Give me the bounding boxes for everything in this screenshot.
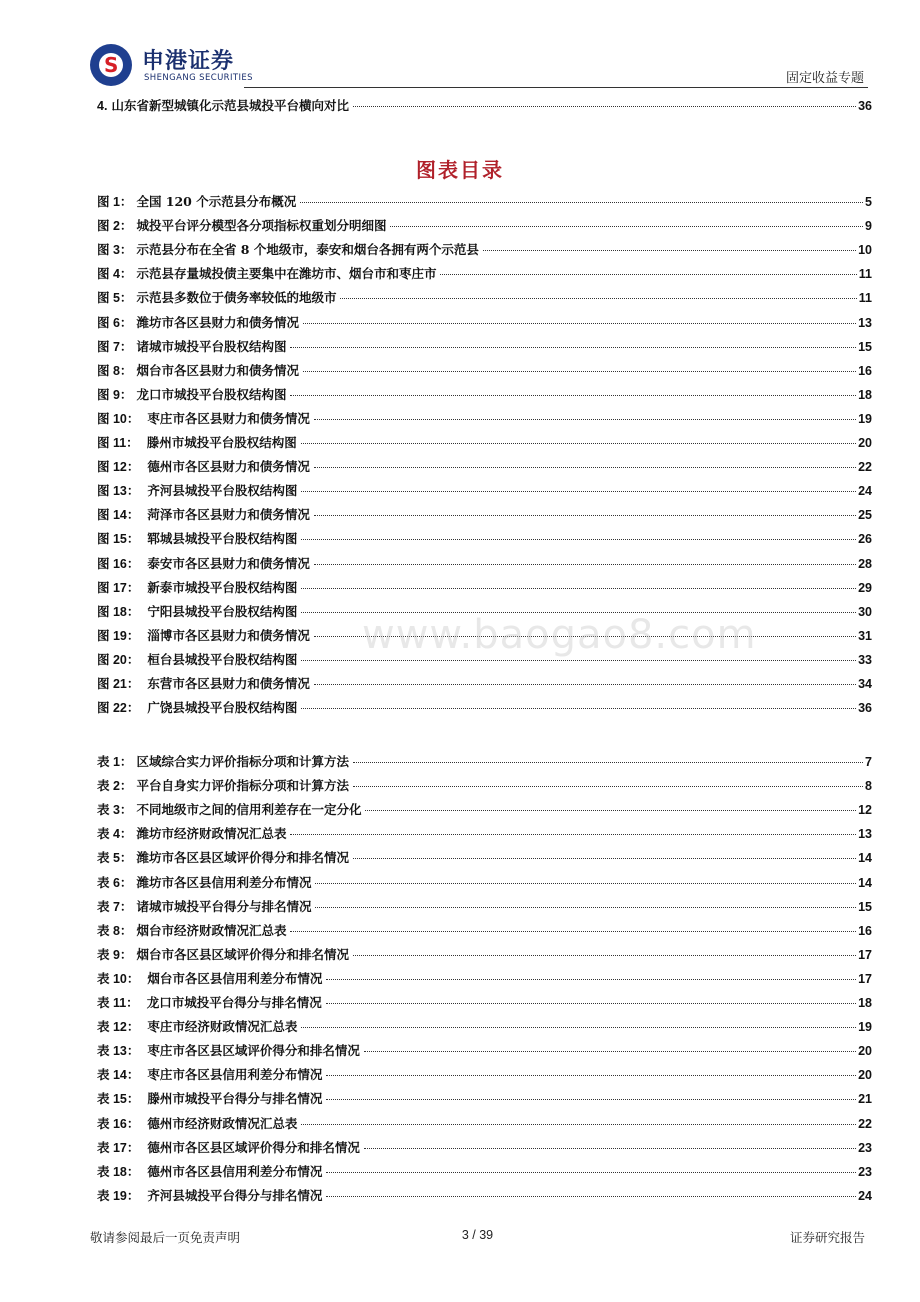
leader-dots xyxy=(314,564,856,565)
entry-label: 图 8： xyxy=(97,363,133,378)
entry-title: 龙口市城投平台股权结构图 xyxy=(136,386,287,402)
footer-report-type: 证券研究报告 xyxy=(789,1230,865,1245)
leader-dots xyxy=(314,467,856,468)
entry-page: 15 xyxy=(858,899,872,914)
figure-entry[interactable] xyxy=(97,313,872,333)
entry-title: 齐河县城投平台股权结构图 xyxy=(147,483,298,499)
entry-label: 表 9： xyxy=(97,947,133,962)
entry-page: 34 xyxy=(858,677,872,691)
entry-label: 图 20： xyxy=(97,652,140,667)
figure-entry[interactable] xyxy=(97,698,872,718)
entry-page: 20 xyxy=(858,1068,872,1083)
entry-label: 图 15： xyxy=(97,532,140,547)
entry-page: 14 xyxy=(858,875,872,890)
leader-dots xyxy=(290,395,856,396)
entry-page: 23 xyxy=(858,1140,872,1155)
figure-entry[interactable] xyxy=(97,674,872,694)
entry-label: 图 7： xyxy=(97,339,133,354)
entry-title: 桓台县城投平台股权结构图 xyxy=(147,651,298,667)
entry-page: 12 xyxy=(858,803,872,818)
entry-label: 图 13： xyxy=(97,484,140,499)
leader-dots xyxy=(440,274,856,275)
table-entry[interactable] xyxy=(97,969,872,989)
leader-dots xyxy=(326,1196,856,1197)
entry-page: 13 xyxy=(858,315,872,330)
figure-entry[interactable] xyxy=(97,337,872,357)
entry-title: 示范县多数位于债务率较低的地级市 xyxy=(136,290,337,306)
logo-chinese-name: 申港证券 xyxy=(142,49,235,74)
leader-dots xyxy=(326,1099,856,1100)
entry-label: 图 6： xyxy=(97,315,133,330)
entry-title: 东营市各区县财力和债务情况 xyxy=(147,676,310,691)
figure-entry[interactable] xyxy=(97,288,872,308)
entry-label: 表 2： xyxy=(97,779,133,794)
footer-page-number: 3 / 39 xyxy=(461,1228,494,1242)
entry-label: 图 10： xyxy=(97,411,140,426)
entry-page: 16 xyxy=(858,363,872,378)
entry-label: 表 1： xyxy=(97,755,133,769)
entry-label: 表 18： xyxy=(97,1164,140,1179)
entry-page: 17 xyxy=(858,971,872,986)
table-entry[interactable] xyxy=(97,945,872,965)
entry-page: 24 xyxy=(858,1188,872,1203)
figure-entry[interactable] xyxy=(97,433,872,453)
leader-dots xyxy=(301,1027,856,1028)
leader-dots xyxy=(340,298,856,299)
entry-title: 潍坊市各区县区域评价得分和排名情况 xyxy=(136,850,349,866)
figure-entry[interactable] xyxy=(97,192,872,212)
entry-label: 图 11： xyxy=(97,436,139,450)
entry-label: 图 19： xyxy=(97,628,140,643)
entry-title: 潍坊市经济财政情况汇总表 xyxy=(136,826,287,842)
entry-page: 14 xyxy=(858,851,872,866)
entry-title: 齐河县城投平台得分与排名情况 xyxy=(147,1187,323,1203)
entry-title: 全国 120 个示范县分布概况 xyxy=(136,194,297,209)
entry-label: 表 6： xyxy=(97,875,133,890)
leader-dots xyxy=(301,660,856,661)
entry-page: 30 xyxy=(858,604,872,619)
entry-page: 31 xyxy=(858,628,872,643)
entry-label: 表 12： xyxy=(97,1020,140,1035)
entry-label: 表 16： xyxy=(97,1116,140,1131)
watermark: www.baogao8.com xyxy=(362,612,757,658)
entry-label: 图 18： xyxy=(97,604,140,619)
entry-page: 29 xyxy=(858,580,872,595)
toc-entry-page: 36 xyxy=(858,99,872,113)
table-entry[interactable] xyxy=(97,897,872,917)
leader-dots xyxy=(326,1003,856,1004)
entry-title: 城投平台评分模型各分项指标权重划分明细图 xyxy=(136,218,387,234)
page-header xyxy=(88,40,868,96)
table-entry[interactable] xyxy=(97,1162,872,1182)
table-entry[interactable] xyxy=(97,1041,872,1061)
leader-dots xyxy=(314,684,856,685)
figure-entry[interactable] xyxy=(97,409,872,429)
entry-title: 诸城市城投平台股权结构图 xyxy=(136,338,287,354)
entry-page: 18 xyxy=(858,996,872,1010)
entry-page: 21 xyxy=(858,1092,872,1107)
leader-dots xyxy=(326,979,856,980)
figure-entry[interactable] xyxy=(97,529,872,549)
leader-dots xyxy=(301,588,856,589)
entry-title: 龙口市城投平台得分与排名情况 xyxy=(146,995,322,1010)
table-entry[interactable] xyxy=(97,776,872,796)
leader-dots xyxy=(353,858,856,859)
entry-title: 不同地级市之间的信用利差存在一定分化 xyxy=(136,802,362,818)
entry-page: 28 xyxy=(858,556,872,571)
entry-label: 表 15： xyxy=(97,1092,140,1107)
entry-page: 20 xyxy=(858,1044,872,1059)
entry-page: 8 xyxy=(865,779,872,794)
entry-page: 9 xyxy=(865,219,872,234)
entry-page: 22 xyxy=(858,460,872,475)
toc-leader-dots xyxy=(353,106,856,107)
entry-label: 图 5： xyxy=(97,291,133,306)
table-entry[interactable] xyxy=(97,1186,872,1206)
entry-page: 17 xyxy=(858,947,872,962)
company-logo xyxy=(88,40,328,90)
leader-dots xyxy=(301,539,856,540)
figure-entry[interactable] xyxy=(97,264,872,284)
leader-dots xyxy=(483,250,856,251)
entry-label: 表 10： xyxy=(97,971,140,986)
leader-dots xyxy=(314,419,856,420)
leader-dots xyxy=(326,1172,856,1173)
entry-label: 图 17： xyxy=(97,580,140,595)
leader-dots xyxy=(353,762,863,763)
table-entry[interactable] xyxy=(97,993,872,1013)
entry-label: 图 4： xyxy=(97,267,133,282)
entry-title: 烟台市各区县区域评价得分和排名情况 xyxy=(136,946,349,962)
entry-title: 潍坊市各区县财力和债务情况 xyxy=(136,314,299,330)
entry-page: 13 xyxy=(858,827,872,842)
leader-dots xyxy=(301,708,856,709)
entry-label: 图 22： xyxy=(97,701,140,716)
entry-title: 菏泽市各区县财力和债务情况 xyxy=(147,507,310,523)
entry-title: 德州市经济财政情况汇总表 xyxy=(147,1115,298,1131)
entry-page: 20 xyxy=(858,436,872,450)
leader-dots xyxy=(290,347,856,348)
entry-page: 23 xyxy=(858,1164,872,1179)
entry-title: 示范县存量城投债主要集中在潍坊市、烟台市和枣庄市 xyxy=(136,266,437,282)
table-entry[interactable] xyxy=(97,824,872,844)
entry-title: 淄博市各区县财力和债务情况 xyxy=(147,627,310,643)
entry-title: 诸城市城投平台得分与排名情况 xyxy=(136,898,312,914)
entry-label: 表 8： xyxy=(97,923,133,938)
entry-title: 枣庄市各区县财力和债务情况 xyxy=(147,410,310,426)
entry-label: 图 12： xyxy=(97,460,140,475)
entry-title: 宁阳县城投平台股权结构图 xyxy=(147,603,298,619)
leader-dots xyxy=(326,1075,856,1076)
logo-emblem-icon: S xyxy=(90,44,132,86)
entry-page: 16 xyxy=(858,923,872,938)
entry-label: 表 19： xyxy=(97,1188,140,1203)
entry-label: 图 9： xyxy=(97,387,133,402)
entry-label: 图 14： xyxy=(97,508,140,523)
section-title: 图表目录 xyxy=(416,158,504,182)
entry-page: 18 xyxy=(858,387,872,402)
entry-label: 表 4： xyxy=(97,827,133,842)
report-category: 固定收益专题 xyxy=(785,71,864,86)
table-entry[interactable] xyxy=(97,752,872,772)
entry-title: 潍坊市各区县信用利差分布情况 xyxy=(136,874,312,890)
leader-dots xyxy=(301,1124,856,1125)
figure-entry[interactable] xyxy=(97,385,872,405)
entry-label: 图 2： xyxy=(97,219,133,234)
entry-label: 图 21： xyxy=(97,677,140,691)
entry-title: 德州市各区县区域评价得分和排名情况 xyxy=(147,1139,360,1155)
leader-dots xyxy=(303,371,856,372)
entry-title: 滕州市城投平台股权结构图 xyxy=(146,435,297,450)
entry-title: 平台自身实力评价指标分项和计算方法 xyxy=(136,778,349,794)
entry-page: 26 xyxy=(858,532,872,547)
leader-dots xyxy=(353,955,856,956)
table-entry[interactable] xyxy=(97,848,872,868)
entry-label: 表 7： xyxy=(97,899,133,914)
footer-disclaimer: 敬请参阅最后一页免责声明 xyxy=(90,1230,241,1245)
entry-title: 烟台市各区县财力和债务情况 xyxy=(136,362,299,378)
entry-label: 表 5： xyxy=(97,851,133,866)
entry-title: 枣庄市各区县区域评价得分和排名情况 xyxy=(147,1043,360,1059)
leader-dots xyxy=(315,907,856,908)
entry-label: 表 13： xyxy=(97,1044,140,1059)
entry-title: 示范县分布在全省 8 个地级市，泰安和烟台各拥有两个示范县 xyxy=(136,242,479,258)
entry-label: 表 17： xyxy=(97,1140,140,1155)
table-entry[interactable] xyxy=(97,1065,872,1085)
entry-label: 图 3： xyxy=(97,243,133,258)
entry-page: 5 xyxy=(865,195,872,209)
table-entry[interactable] xyxy=(97,1114,872,1134)
leader-dots xyxy=(303,323,856,324)
toc-entry-number: 4. xyxy=(97,99,108,113)
entry-title: 广饶县城投平台股权结构图 xyxy=(147,700,298,716)
entry-page: 22 xyxy=(858,1116,872,1131)
entry-page: 10 xyxy=(858,243,872,258)
logo-english-name: SHENGANG SECURITIES xyxy=(144,73,253,83)
entry-title: 枣庄市各区县信用利差分布情况 xyxy=(147,1067,323,1083)
figure-entry[interactable] xyxy=(97,216,872,236)
leader-dots xyxy=(314,515,856,516)
entry-title: 烟台市经济财政情况汇总表 xyxy=(136,922,287,938)
figure-entry[interactable] xyxy=(97,554,872,574)
entry-title: 烟台市各区县信用利差分布情况 xyxy=(147,970,323,986)
entry-page: 11 xyxy=(858,291,872,306)
entry-page: 15 xyxy=(858,339,872,354)
toc-entry[interactable] xyxy=(97,96,872,116)
entry-title: 枣庄市经济财政情况汇总表 xyxy=(147,1019,298,1035)
entry-title: 德州市各区县财力和债务情况 xyxy=(147,459,310,475)
figure-entry[interactable] xyxy=(97,240,872,260)
table-entry[interactable] xyxy=(97,921,872,941)
leader-dots xyxy=(365,810,856,811)
entry-label: 表 11： xyxy=(97,996,139,1010)
table-entry[interactable] xyxy=(97,1138,872,1158)
leader-dots xyxy=(353,786,863,787)
entry-label: 图 1： xyxy=(97,195,133,209)
entry-title: 新泰市城投平台股权结构图 xyxy=(147,579,298,595)
header-divider xyxy=(244,87,868,88)
figure-entry[interactable] xyxy=(97,457,872,477)
table-entry[interactable] xyxy=(97,873,872,893)
entry-title: 区域综合实力评价指标分项和计算方法 xyxy=(136,754,349,769)
entry-label: 表 14： xyxy=(97,1068,140,1083)
figure-entry[interactable] xyxy=(97,481,872,501)
leader-dots xyxy=(364,1148,856,1149)
leader-dots xyxy=(364,1051,856,1052)
table-entry[interactable] xyxy=(97,1017,872,1037)
entry-page: 36 xyxy=(858,701,872,716)
table-entry[interactable] xyxy=(97,800,872,820)
entry-page: 24 xyxy=(858,484,872,499)
entry-page: 25 xyxy=(858,508,872,523)
leader-dots xyxy=(301,491,856,492)
leader-dots xyxy=(300,202,863,203)
entry-page: 33 xyxy=(858,652,872,667)
figure-entry[interactable] xyxy=(97,578,872,598)
entry-title: 滕州市城投平台得分与排名情况 xyxy=(147,1091,323,1107)
entry-page: 19 xyxy=(858,411,872,426)
entry-label: 表 3： xyxy=(97,803,133,818)
entry-page: 11 xyxy=(858,267,872,282)
leader-dots xyxy=(301,443,856,444)
figure-entry[interactable] xyxy=(97,361,872,381)
leader-dots xyxy=(390,226,863,227)
leader-dots xyxy=(290,931,856,932)
entry-title: 泰安市各区县财力和债务情况 xyxy=(147,555,310,571)
entry-label: 图 16： xyxy=(97,556,140,571)
entry-title: 德州市各区县信用利差分布情况 xyxy=(147,1163,323,1179)
entry-page: 19 xyxy=(858,1020,872,1035)
table-entry[interactable] xyxy=(97,1089,872,1109)
leader-dots xyxy=(290,834,856,835)
entry-title: 郓城县城投平台股权结构图 xyxy=(147,531,298,547)
entry-page: 7 xyxy=(865,755,872,769)
toc-entry-title: 山东省新型城镇化示范县城投平台横向对比 xyxy=(111,98,349,113)
figure-entry[interactable] xyxy=(97,505,872,525)
leader-dots xyxy=(315,883,856,884)
